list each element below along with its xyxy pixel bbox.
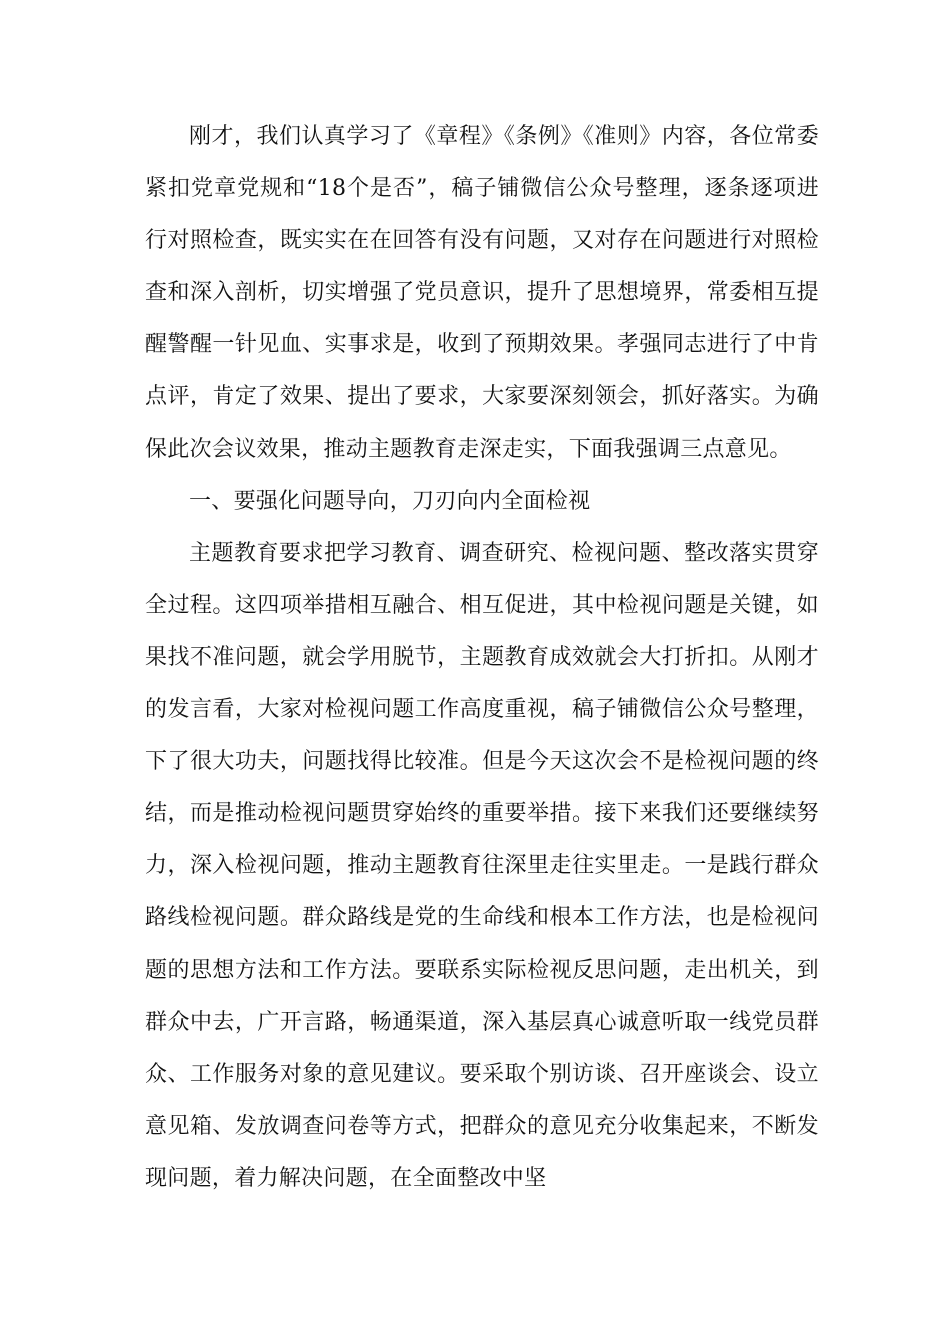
intro-paragraph: 刚才，我们认真学习了《章程》《条例》《准则》内容，各位常委紧扣党章党规和“18个是否”，稿子铺微信公众号整理，逐条逐项进行对照检查，既实实在在回答有没有问题，又对存在问题进行对照检查和深入剖析，切实增强了党员意识，提升了思想境界，常委相互提醒警醒一针见血、实事求是，收到了预期效果。孝强同志进行了中肯点评，肯定了效果、提出了要求，大家要深刻领会，抓好落实。为确保此次会议效果，推动主题教育走深走实，下面我强调三点意见。: [145, 124, 819, 462]
section-heading: 一、要强化问题导向，刀刃向内全面检视: [189, 488, 591, 514]
document-body: [145, 111, 819, 1205]
section-paragraph: 主题教育要求把学习教育、调查研究、检视问题、整改落实贯穿全过程。这四项举措相互融合、相互促进，其中检视问题是关键，如果找不准问题，就会学用脱节，主题教育成效就会大打折扣。从刚才的发言看，大家对检视问题工作高度重视，稿子铺微信公众号整理，下了很大功夫，问题找得比较准。但是今天这次会不是检视问题的终结，而是推动检视问题贯穿始终的重要举措。接下来我们还要继续努力，深入检视问题，推动主题教育往深里走往实里走。一是践行群众路线检视问题。群众路线是党的生命线和根本工作方法，也是检视问题的思想方法和工作方法。要联系实际检视反思问题，走出机关，到群众中去，广开言路，畅通渠道，深入基层真心诚意听取一线党员群众、工作服务对象的意见建议。要采取个别访谈、召开座谈会、设立意见箱、发放调查问卷等方式，把群众的意见充分收集起来，不断发现问题，着力解决问题，在全面整改中坚: [145, 540, 819, 1191]
